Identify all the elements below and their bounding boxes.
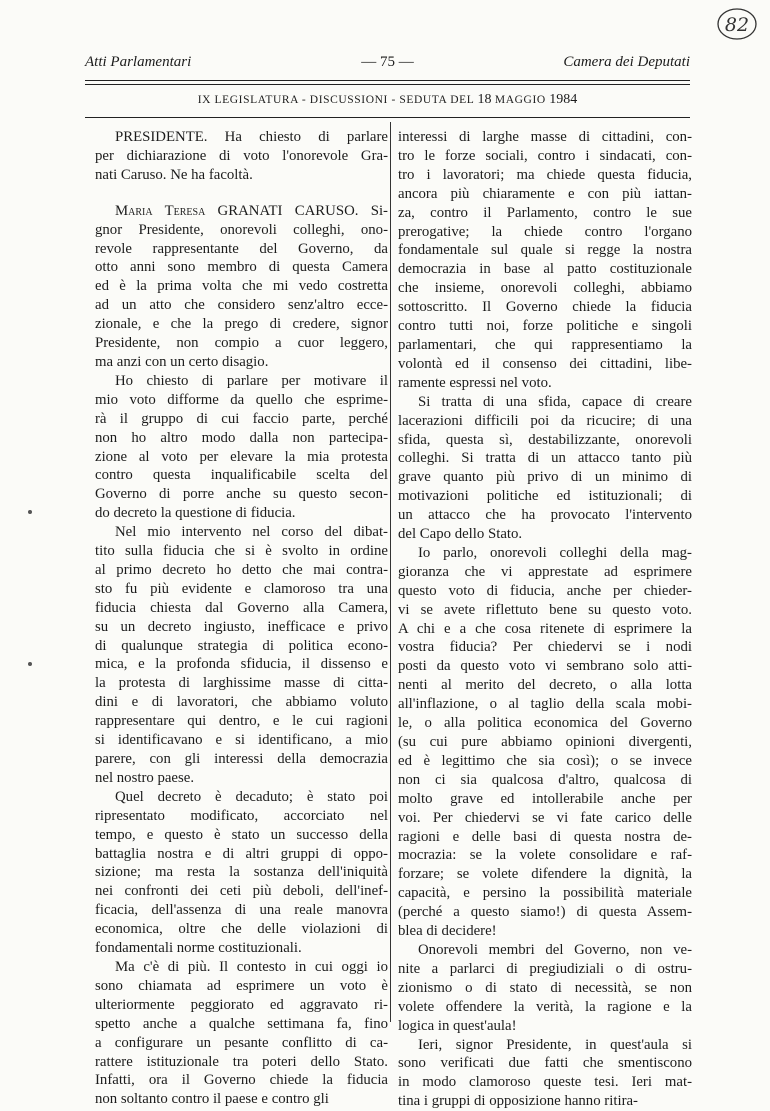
left-text-column bbox=[95, 128, 388, 1109]
speaker-name-smallcaps: Maria Teresa bbox=[115, 202, 206, 219]
text-line: ramente espressi nel voto. bbox=[398, 374, 552, 391]
text-line: ma anzi con un certo disagio. bbox=[95, 353, 269, 370]
text-line: ragioni e delle basi di questa nostra de- bbox=[398, 828, 692, 845]
margin-speck bbox=[28, 662, 32, 666]
text-line: le, o alla politica economica del Governo bbox=[398, 715, 692, 732]
text-line: democrazia in base al patto costituzionale bbox=[398, 261, 692, 278]
text-line: fondamentale sul quale si regge la nostra bbox=[398, 242, 692, 259]
text-line: economica, oltre che delle violazioni di bbox=[95, 921, 388, 938]
margin-speck bbox=[28, 510, 32, 514]
text-line: parlamentari, che qui rappresentiamo la bbox=[398, 336, 692, 353]
text-line: tro le forze sociali, contro i sindacati, con- bbox=[398, 147, 692, 164]
text-line: spetto anche a qualche settimana fa, fino bbox=[95, 1015, 388, 1032]
text-line: (su cui pure abbiamo opinioni divergenti, bbox=[398, 734, 692, 750]
right-text-column bbox=[398, 128, 692, 1111]
text-line: questo voto di fiducia, anche per chieder- bbox=[398, 582, 692, 599]
text-line: sottoscritto. Il Governo chiede la fiducia bbox=[398, 299, 692, 316]
text-line: contro tutti noi, forze politiche e singoli bbox=[398, 318, 692, 335]
text-line: Quel decreto è decaduto; è stato poi bbox=[115, 788, 388, 805]
text-line: prerogative; la chiede contro l'organo bbox=[398, 223, 692, 240]
text-line: grave quanto più privo di un minimo di bbox=[398, 469, 692, 486]
session-prefix: IX LEGISLATURA - DISCUSSIONI - SEDUTA DEL bbox=[197, 94, 474, 106]
text-line: A chi e a che cosa ritenete di esprimere la bbox=[398, 620, 692, 637]
text-line: Ho chiesto di parlare per motivare il bbox=[115, 372, 388, 389]
text-line: mica, e la profonda sfiducia, il dissenso e bbox=[95, 656, 388, 673]
text-line: all'inflazione, o al taglio della scala mobi- bbox=[398, 696, 692, 713]
text-line: posti da questo voto vi sembrano solo atti- bbox=[398, 658, 692, 675]
text-line: sono verificati due fatti che smentiscono bbox=[398, 1055, 692, 1072]
header-right-title: Camera dei Deputati bbox=[563, 54, 690, 70]
text-line: capacità, e persino la possibilità materiale bbox=[398, 885, 692, 902]
text-line: rappresentare qui dentro, e le cui ragioni bbox=[95, 713, 388, 730]
text-line: motivazioni politiche ed istituzionali; di bbox=[398, 488, 692, 505]
text-line: logica in quest'aula! bbox=[398, 1017, 517, 1034]
text-line: voi. Per chiedervi se vi fate carico delle bbox=[398, 809, 692, 826]
text-line: molto grave ed intollerabile anche per bbox=[398, 790, 692, 807]
page-header bbox=[85, 54, 690, 76]
text-line: dini e di lavoratori, che abbiamo voluto bbox=[95, 694, 388, 711]
header-rule-bottom bbox=[85, 84, 690, 85]
text-line: forzare; se volete difendere la dignità, la bbox=[398, 866, 692, 883]
header-rule-top bbox=[85, 80, 690, 81]
text-line: si identificavano e si identificano, a mio bbox=[95, 732, 388, 749]
session-day: 18 bbox=[477, 92, 492, 107]
text-line: tempo, e questo è stato un successo della bbox=[95, 826, 388, 843]
text-line: vostra fiducia? Per chiedervi se i nodi bbox=[398, 639, 692, 656]
text-line: sono chiamata ad esprimere un voto è bbox=[95, 977, 388, 994]
text-line: volete offendere la verità, la ragione e la bbox=[398, 998, 692, 1015]
text-line: in modo clamoroso queste tesi. Ieri mat- bbox=[398, 1074, 692, 1091]
text-line: ancora più chiaramente e con più iattan- bbox=[398, 185, 692, 202]
text-line: za, contro il Parlamento, contro le sue bbox=[398, 204, 692, 221]
text-line: rattere istituzionale tra poteri dello Stato. bbox=[95, 1053, 388, 1070]
text-line: ed è legittimo che sia così); o se invece bbox=[398, 752, 692, 769]
text-line: do decreto la questione di fiducia. bbox=[95, 505, 296, 522]
paragraph-gap bbox=[95, 185, 388, 202]
text-line: rà il gruppo di cui faccio parte, perché bbox=[95, 410, 388, 427]
text-line: Presidente, non compio a cuor leggero, bbox=[95, 335, 388, 352]
text-line: vi se avete riflettuto bene su questo voto. bbox=[398, 601, 692, 618]
text-line: un attacco che ha provocato l'intervento bbox=[398, 507, 692, 524]
text-line: per dichiarazione di voto l'onorevole Gra- bbox=[95, 147, 388, 164]
text-line: ripresentato modificato, accorciato nel bbox=[95, 807, 388, 824]
text-line: ulteriormente peggiorato ed aggravato ri- bbox=[95, 996, 388, 1013]
text-line: nenti al merito del decreto, o alla lotta bbox=[398, 677, 692, 694]
text-line: Io parlo, onorevoli colleghi della mag- bbox=[418, 544, 692, 561]
text-line: la protesta di larghissime masse di citta- bbox=[95, 675, 388, 692]
text-line: su un decreto ingiusto, inefficace e privo bbox=[95, 618, 388, 635]
session-month: MAGGIO bbox=[494, 94, 546, 106]
text-line: fondamentali norme costituzionali. bbox=[95, 940, 302, 957]
circled-number-icon bbox=[715, 6, 759, 42]
text-line: gioranza che vi apprestate ad esprimere bbox=[398, 563, 692, 580]
text-line: zionismo o di stato di necessità, se non bbox=[398, 979, 692, 996]
text-line: blea di decidere! bbox=[398, 923, 497, 940]
text-line: che insieme, onorevoli colleghi, abbiamo bbox=[398, 280, 692, 297]
text-line bbox=[95, 202, 388, 221]
text-line: sizione; ma resta la sostanza dell'iniquità bbox=[95, 864, 388, 881]
page-number: — 75 — bbox=[361, 54, 414, 70]
text-line: parere, con gli interessi della democrazia bbox=[95, 751, 388, 767]
text-line: Ma c'è di più. Il contesto in cui oggi io bbox=[115, 958, 388, 975]
page-mark-text: 82 bbox=[724, 14, 750, 36]
text-line: zione al voto per elevare la mia protesta bbox=[95, 448, 388, 465]
text-line: zionale, e che la prego di credere, signor bbox=[95, 316, 388, 333]
text-line: interessi di larghe masse di cittadini, con- bbox=[398, 129, 692, 145]
text-line: lacerazioni difficili poi da ricucire; di una bbox=[398, 412, 692, 429]
text-line: tina i gruppi di opposizione hanno ritira- bbox=[398, 1093, 638, 1110]
session-line bbox=[85, 92, 690, 108]
text-line: nei confronti dei ceti più deboli, dell'inef- bbox=[95, 883, 388, 900]
text-line: al primo decreto ho detto che mai contra- bbox=[95, 561, 388, 578]
text-line: del Capo dello Stato. bbox=[398, 526, 523, 543]
text-line: sfida, questa sì, destabilizzante, onorevoli bbox=[398, 431, 692, 448]
text-line: mocrazia: se la volete consolidare e raf- bbox=[398, 847, 692, 864]
text-line: non ci sia qualcosa d'altro, qualcosa di bbox=[398, 771, 692, 788]
session-year: 1984 bbox=[549, 92, 578, 107]
text-line: Onorevoli membri del Governo, non ve- bbox=[418, 941, 692, 958]
text-line: a configurare un pesante conflitto di ca- bbox=[95, 1034, 388, 1051]
text-line: tro i lavoratori; ma chiede questa fiducia, bbox=[398, 166, 692, 183]
text-line: sto fu più evidente e clamoroso tra una bbox=[95, 580, 388, 597]
session-rule bbox=[85, 117, 690, 118]
text-line: otto anni sono membro di questa Camera bbox=[95, 259, 388, 276]
handwritten-page-number-stamp bbox=[715, 6, 759, 42]
text-line: ficacia, dell'assenza di una reale manovra bbox=[95, 902, 388, 919]
text-line: (perché a questo siamo!) di questa Assem- bbox=[398, 904, 692, 921]
header-left-title: Atti Parlamentari bbox=[85, 54, 192, 70]
text-line: nite a parlarci di pregiudiziali o di ostru- bbox=[398, 960, 692, 977]
text-line: ad un atto che considero senz'altro ecce- bbox=[95, 297, 388, 314]
text-line: revole rappresentante del Governo, da bbox=[95, 240, 388, 257]
text-line: colleghi. Si tratta di un attacco tanto più bbox=[398, 450, 692, 467]
text-line: contro questa inqualificabile scelta del bbox=[95, 467, 388, 484]
text-line: non ho altro modo dalla non partecipa- bbox=[95, 429, 388, 446]
text-line: fiducia chiesta dal Governo alla Camera, bbox=[95, 599, 388, 616]
text-line: di qualunque strategia di politica econo- bbox=[95, 637, 388, 654]
speaker-line-text: GRANATI CARUSO. Si- bbox=[217, 202, 388, 219]
text-line: volontà ed il consenso dei cittadini, libe- bbox=[398, 355, 692, 372]
text-line: mio voto difforme da quello che esprime- bbox=[95, 391, 388, 408]
column-divider bbox=[390, 122, 391, 1022]
text-line: Si tratta di una sfida, capace di creare bbox=[418, 393, 692, 410]
text-line: non soltanto contro il paese e contro gli bbox=[95, 1091, 329, 1108]
text-line: Infatti, ora il Governo chiede la fiducia bbox=[95, 1072, 388, 1089]
text-line: PRESIDENTE. Ha chiesto di parlare bbox=[115, 129, 388, 145]
text-line: tito sulla fiducia che si è svolto in ordine bbox=[95, 543, 388, 560]
text-line: ed è la prima volta che mi vedo costretta bbox=[95, 278, 388, 295]
text-line: gnor Presidente, onorevoli colleghi, ono- bbox=[95, 221, 388, 238]
text-line: Governo di porre anche su questo secon- bbox=[95, 486, 388, 503]
text-line: Ieri, signor Presidente, in quest'aula si bbox=[418, 1036, 692, 1053]
text-line: nel nostro paese. bbox=[95, 769, 195, 786]
text-line: battaglia nostra e di altri gruppi di oppo- bbox=[95, 845, 388, 862]
text-line: nati Caruso. Ne ha facoltà. bbox=[95, 166, 253, 183]
text-line: Nel mio intervento nel corso del dibat- bbox=[115, 524, 388, 541]
